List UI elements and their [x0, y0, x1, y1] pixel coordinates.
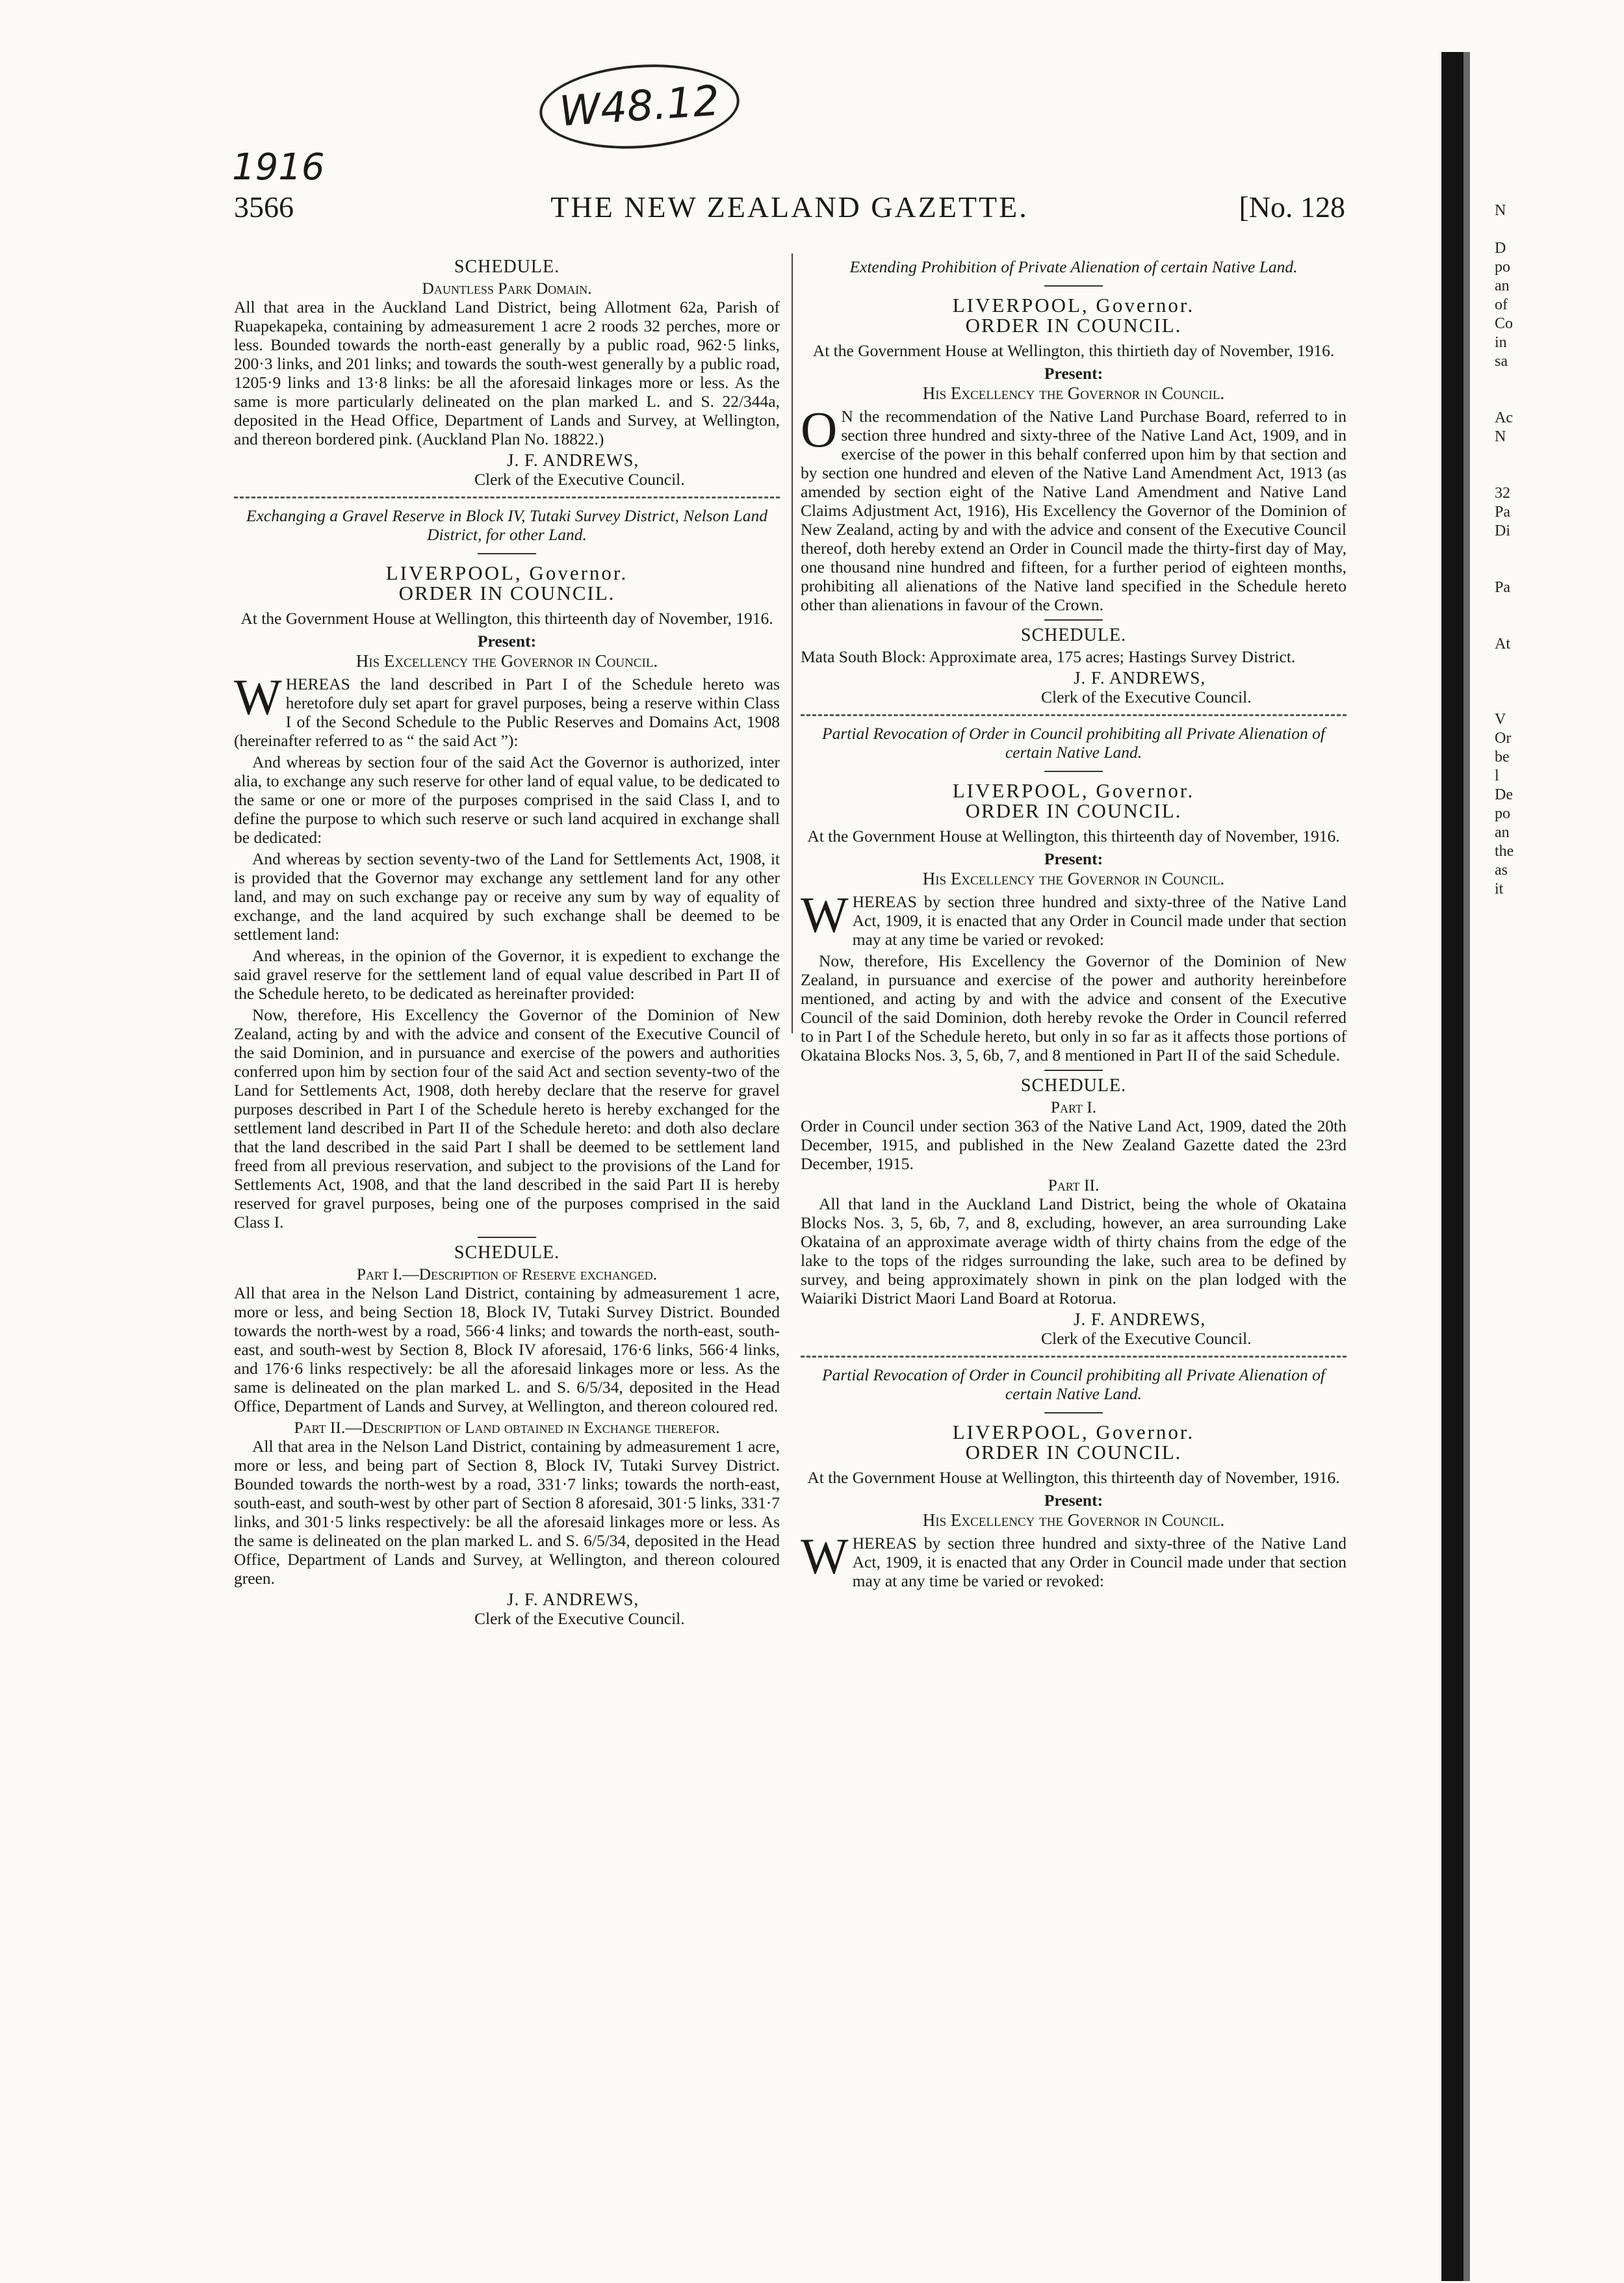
body-paragraph: And whereas by section seventy-two of the Land for Settlements Act, 1908, it is provided that the Governor may exchange any settlement land for any other land, and may on such exchange pay or receive any sum by way of equality of exchange, and the land acquired by such exchange shall be deemed to be settlement land: [234, 849, 780, 944]
present-label: Present: [1044, 1491, 1103, 1510]
part-body: All that land in the Auckland Land District, being the whole of Okataina Blocks Nos. 3, 5, 6b, 7, and 8, excluding, however, an area surrounding Lake Okataina of an approximate average width of thirty chains from the edge of the lake to the tops of the ridges surrounding the lake, such area to be defined by survey, and being approximately shown in pink on the plan lodged with the Waiariki District Maori Land Board at Rotorua. [801, 1194, 1347, 1308]
edge-text-fragment: be [1495, 749, 1510, 766]
edge-text-fragment [1495, 597, 1624, 616]
place-and-date: At the Government House at Wellington, this thirtieth day of November, 1916. [812, 341, 1335, 360]
edge-text-fragment [1495, 465, 1624, 484]
edge-text-fragment: it [1495, 881, 1504, 897]
edge-text-fragment [1495, 390, 1624, 409]
his-excellency-line: His Excellency the Governor in Council. [355, 651, 658, 671]
edge-text-fragment [1495, 691, 1624, 710]
short-rule [1044, 619, 1103, 621]
part-heading: Part II. [1048, 1176, 1100, 1194]
binding-fold-edge [1463, 52, 1470, 2281]
edge-text-fragment [1495, 541, 1624, 560]
edge-text-fragment [1495, 673, 1624, 691]
notice-title: Partial Revocation of Order in Council prohibiting all Private Alienation of certain Native Land. [822, 1365, 1325, 1403]
body-paragraph: ON the recommendation of the Native Land Purchase Board, referred to in section three hundred and sixty-three of the Native Land Act, 1909, and in exercise of the power in this behalf conferred upon him by that section and by section one hundred and eleven of the Native Land Amendment Act, 1913 (as amended by section eight of the Native Land Amendment and Native Land Claims Adjustment Act, 1916), His Excellency the Governor of the Dominion of New Zealand, acting by and with the advice and consent of the Executive Council thereof, doth hereby extend an Order in Council made the thirty-first day of May, one thousand nine hundred and fifteen, for a further period of eighteen months, prohibiting all alienations of the Native land specified in the Schedule hereto other than alienations in favour of the Crown. [801, 401, 1347, 614]
edge-text-fragment: Or [1495, 730, 1512, 747]
short-rule [1044, 1412, 1103, 1413]
gazette-title: THE NEW ZEALAND GAZETTE. [550, 190, 1029, 224]
signatory-role: Clerk of the Executive Council. [474, 1609, 685, 1628]
edge-text-fragment: N [1495, 202, 1506, 219]
place-and-date: At the Government House at Wellington, this thirteenth day of November, 1916. [807, 1468, 1340, 1487]
edge-text-fragment [1495, 220, 1624, 239]
short-rule [1044, 1070, 1103, 1071]
present-label: Present: [477, 632, 537, 651]
present-label: Present: [1044, 364, 1103, 383]
right-column [801, 253, 1347, 1593]
edge-text-fragment [1495, 616, 1624, 635]
edge-text-fragment: po [1495, 259, 1510, 276]
order-in-council-heading: ORDER IN COUNCIL. [965, 799, 1182, 822]
whereas-paragraph: WHEREAS by section three hundred and sixty-three of the Native Land Act, 1909, it is enacted that any Order in Council made under that section may at any time be varied or revoked: [801, 886, 1347, 949]
governor-line: LIVERPOOL, Governor. [385, 561, 628, 584]
governor-line: LIVERPOOL, Governor. [952, 779, 1195, 802]
edge-text-fragment: Di [1495, 522, 1510, 539]
edge-text-fragment: sa [1495, 353, 1508, 370]
part-heading: Part II.—Description of Land obtained in Exchange therefor. [294, 1418, 720, 1437]
edge-text-fragment: V [1495, 711, 1506, 728]
signature-block [801, 1310, 1347, 1348]
notice-title: Partial Revocation of Order in Council prohibiting all Private Alienation of certain Native Land. [822, 724, 1325, 762]
issue-number: [No. 128 [1239, 190, 1345, 224]
schedule-subheading: Dauntless Park Domain. [422, 279, 592, 298]
edge-text-fragment [1495, 446, 1624, 465]
edge-text-fragment [1495, 371, 1624, 390]
whereas-paragraph: WHEREAS by section three hundred and sixty-three of the Native Land Act, 1909, it is enacted that any Order in Council made under that section may at any time be varied or revoked: [801, 1528, 1347, 1590]
signatory-name: J. F. ANDREWS, [1074, 1309, 1206, 1329]
edge-text-fragment: Co [1495, 315, 1514, 332]
edge-text-fragment: Ac [1495, 409, 1513, 426]
binding-fold-shadow [1441, 52, 1463, 2281]
schedule-heading: SCHEDULE. [1020, 625, 1127, 645]
edge-text-fragment: At [1495, 636, 1510, 652]
edge-text-fragment: of [1495, 296, 1508, 313]
signature-block [234, 1590, 780, 1628]
order-in-council-heading: ORDER IN COUNCIL. [965, 314, 1182, 337]
edge-text-fragment: po [1495, 805, 1510, 822]
signature-block [801, 669, 1347, 706]
schedule-body: Mata South Block: Approximate area, 175 acres; Hastings Survey District. [801, 647, 1296, 666]
gazette-header [234, 190, 1345, 235]
place-and-date: At the Government House at Wellington, this thirteenth day of November, 1916. [807, 827, 1340, 845]
whereas-paragraph: WHEREAS the land described in Part I of the Schedule hereto was heretofore duly set apart for gravel purposes, being a reserve within Class I of the Second Schedule to the Public Reserves and Domains Act, 1908 (hereinafter referred to as “ the said Act ”): [234, 669, 780, 750]
signatory-role: Clerk of the Executive Council. [474, 470, 685, 489]
edge-text-fragment: N [1495, 428, 1506, 445]
short-rule [478, 553, 536, 554]
edge-text-fragment: Pa [1495, 504, 1510, 521]
governor-line: LIVERPOOL, Governor. [952, 1421, 1195, 1443]
signatory-name: J. F. ANDREWS, [507, 1590, 639, 1609]
order-in-council-heading: ORDER IN COUNCIL. [398, 582, 615, 604]
edge-text-fragment: Pa [1495, 579, 1510, 596]
section-divider [801, 1356, 1347, 1358]
part-heading: Part I.—Description of Reserve exchanged. [356, 1265, 658, 1283]
notice-title: Extending Prohibition of Private Alienation of certain Native Land. [849, 257, 1298, 276]
handwritten-reference-stamp: W48.12 [537, 58, 742, 155]
signatory-role: Clerk of the Executive Council. [1041, 1329, 1252, 1348]
edge-text-fragment [1495, 654, 1624, 673]
part-body: All that area in the Nelson Land District, containing by admeasurement 1 acre, more or less, and being part of Section 8, Block IV, Tutaki Survey District. Bounded towards the north-west by a road, 331·7 links; towards the north-east, south-east, and south-west by other part of Section 8 aforesaid, 301·5 links, 331·7 links, and 301·5 links respectively: be all the aforesaid linkages more or less. As the same is delineated on the plan marked L. and S. 6/5/34, deposited in the Head Office, Department of Lands and Survey, at Wellington, and thereon coloured green. [234, 1437, 780, 1588]
handwritten-year: 1916 [232, 146, 325, 188]
body-paragraph: And whereas, in the opinion of the Governor, it is expedient to exchange the said gravel reserve for the settlement land of equal value described in Part II of the Schedule hereto, to be dedicated as hereinafter provided: [234, 946, 780, 1003]
column-divider [792, 253, 793, 1033]
schedule-body: All that area in the Auckland Land District, being Allotment 62a, Parish of Ruapekapeka, containing by admeasurement 1 acre 2 roods 32 perches, more or less. Bounded towards the north-east generally by a public road, 962·5 links, 200·3 links, and 201 links; and towards the south-west generally by a public road, 1205·9 links and 13·8 links: be all the aforesaid linkages more or less. As the same is more particularly delineated on the plan marked L. and S. 22/344a, deposited in the Head Office, Department of Lands and Survey, at Wellington, and thereon bordered pink. (Auckland Plan No. 18822.) [234, 298, 780, 448]
his-excellency-line: His Excellency the Governor in Council. [922, 383, 1225, 403]
schedule-heading: SCHEDULE. [454, 257, 560, 277]
page-number: 3566 [234, 190, 294, 224]
short-rule [1044, 285, 1103, 287]
body-paragraph: Now, therefore, His Excellency the Governor of the Dominion of New Zealand, in pursuance and exercise of the power and authority hereinbefore mentioned, and acting by and with the advice and consent of the Executive Council of the said Dominion, doth hereby revoke the Order in Council referred to in Part I of the Schedule hereto, but only in so far as it affects those portions of Okataina Blocks Nos. 3, 5, 6b, 7, and 8 mentioned in Part II of the said Schedule. [801, 951, 1347, 1064]
edge-text-fragment: an [1495, 824, 1510, 841]
present-label: Present: [1044, 849, 1103, 868]
section-divider [234, 497, 780, 498]
edge-text-fragment: De [1495, 786, 1513, 803]
his-excellency-line: His Excellency the Governor in Council. [922, 869, 1225, 888]
edge-text-fragment: in [1495, 334, 1507, 351]
his-excellency-line: His Excellency the Governor in Council. [922, 1510, 1225, 1530]
section-divider [801, 714, 1347, 716]
schedule-heading: SCHEDULE. [1020, 1076, 1127, 1096]
order-in-council-heading: ORDER IN COUNCIL. [965, 1441, 1182, 1464]
edge-text-fragment: D [1495, 240, 1506, 257]
edge-text-fragment: l [1495, 767, 1499, 784]
edge-text-fragment: as [1495, 862, 1508, 879]
edge-text-fragment: the [1495, 843, 1514, 860]
signatory-role: Clerk of the Executive Council. [1041, 688, 1252, 706]
part-body: Order in Council under section 363 of the Native Land Act, 1909, dated the 20th December, 1915, and published in the New Zealand Gazette dated the 23rd December, 1915. [801, 1116, 1347, 1173]
part-heading: Part I. [1050, 1098, 1097, 1116]
signature-block [234, 451, 780, 489]
body-paragraph: And whereas by section four of the said Act the Governor is authorized, inter alia, to exchange any such reserve for other land of equal value, to be dedicated to the same or one or more of the purposes comprised in the said Class I, and to define the purpose to which such reserve or such land acquired in exchange shall be dedicated: [234, 753, 780, 847]
short-rule [1044, 771, 1103, 772]
short-rule [478, 1237, 536, 1238]
signatory-name: J. F. ANDREWS, [1074, 668, 1206, 688]
edge-text-fragment: 32 [1495, 485, 1510, 502]
part-body: All that area in the Nelson Land District, containing by admeasurement 1 acre, more or less, and being Section 18, Block IV, Tutaki Survey District. Bounded towards the north-west by a road, 566·4 links; and towards the north-east, south-east, and south-west by Section 8, Block IV aforesaid, 176·6 links, 566·4 links, and 176·6 links respectively: be all the aforesaid linkages more or less. As the same is delineated on the plan marked L. and S. 6/5/34, deposited in the Head Office, Department of Lands and Survey, at Wellington, and thereon coloured red. [234, 1283, 780, 1415]
edge-text-fragment [1495, 560, 1624, 578]
place-and-date: At the Government House at Wellington, this thirteenth day of November, 1916. [240, 609, 773, 628]
left-column [234, 253, 780, 1631]
schedule-heading: SCHEDULE. [454, 1243, 560, 1263]
governor-line: LIVERPOOL, Governor. [952, 294, 1195, 316]
body-paragraph: Now, therefore, His Excellency the Governor of the Dominion of New Zealand, acting by and with the advice and consent of the Executive Council of the said Dominion, and in pursuance and exercise of the powers and authorities conferred upon him by section four of the said Act and section seventy-two of the Land for Settlements Act, 1908, doth hereby declare that the reserve for gravel purposes described in Part I of the Schedule hereto is hereby exchanged for the settlement land described in Part II of the Schedule hereto: and doth also declare that the land described in the said Part I shall be deemed to be settlement land freed from all previous reservation, and subject to the provisions of the Land for Settlements Act, 1908, and that the land described in the said Part II is hereby reserved for gravel purposes, being one of the purposes comprised in the said Class I. [234, 1005, 780, 1232]
signatory-name: J. F. ANDREWS, [507, 450, 639, 470]
next-page-edge-text [1495, 201, 1624, 899]
edge-text-fragment: an [1495, 277, 1510, 294]
notice-title: Exchanging a Gravel Reserve in Block IV, Tutaki Survey District, Nelson Land District, for other Land. [246, 506, 767, 544]
